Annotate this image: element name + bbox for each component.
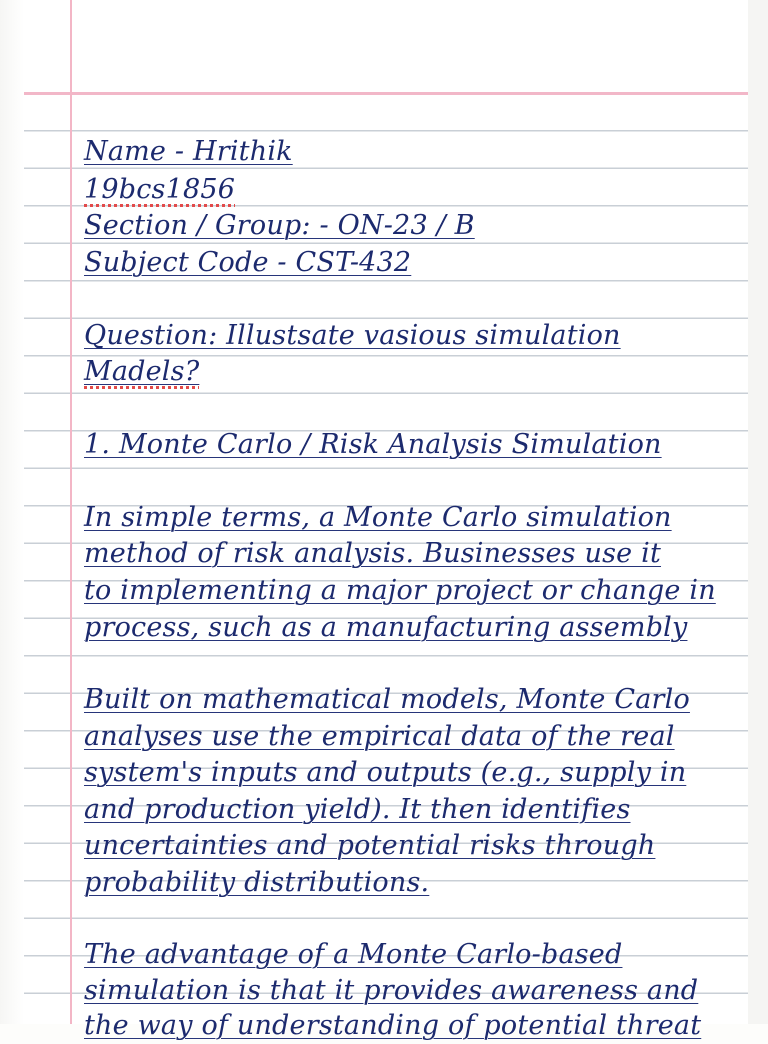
paragraph-2-line-5	[84, 828, 655, 864]
page-right-edge	[748, 0, 768, 1024]
question-line-2	[84, 354, 199, 390]
section-heading-text: 1. Monte Carlo / Risk Analysis Simulation	[84, 429, 662, 460]
paragraph-text: the way of understanding of potential threat	[84, 1010, 702, 1041]
subject-code-text: Subject Code - CST-432	[84, 247, 412, 278]
paragraph-3-line-2	[84, 973, 698, 1009]
subject-code-line	[84, 245, 411, 281]
paragraph-2-line-4	[84, 792, 631, 828]
paragraph-text: probability distributions.	[84, 867, 430, 898]
section-group-line	[84, 208, 475, 244]
paragraph-text: system's inputs and outputs (e.g., supply in	[84, 757, 687, 788]
section-group-text: Section / Group: - ON-23 / B	[84, 210, 475, 241]
paragraph-text: Built on mathematical models, Monte Carlo	[84, 684, 690, 715]
name-line	[84, 134, 293, 170]
paragraph-text: method of risk analysis. Businesses use it	[84, 538, 662, 569]
paragraph-text: The advantage of a Monte Carlo-based	[84, 939, 623, 970]
paragraph-3-line-1	[84, 937, 622, 973]
paragraph-2-line-1	[84, 682, 690, 718]
question-line-1	[84, 318, 621, 354]
section-heading	[84, 427, 662, 463]
paragraph-text: to implementing a major project or change in	[84, 575, 716, 606]
top-rule	[24, 92, 748, 95]
paragraph-text: In simple terms, a Monte Carlo simulation	[84, 502, 672, 533]
question-text-2: Madels?	[84, 356, 200, 387]
page-top-blank	[0, 0, 768, 94]
paragraph-text: analyses use the empirical data of the real	[84, 721, 675, 752]
paragraph-3-line-3	[84, 1008, 701, 1044]
paragraph-2-line-6	[84, 865, 429, 901]
roll-number-line	[84, 172, 235, 208]
paragraph-2-line-3	[84, 755, 686, 791]
margin-line	[70, 0, 72, 1024]
paragraph-1-line-1	[84, 500, 672, 536]
page-left-edge	[0, 0, 24, 1024]
paragraph-1-line-3	[84, 573, 716, 609]
paragraph-text: process, such as a manufacturing assembly	[84, 612, 688, 643]
roll-number-text: 19bcs1856	[84, 174, 236, 205]
name-line-text: Name - Hrithik	[84, 136, 293, 167]
paragraph-2-line-2	[84, 719, 675, 755]
paragraph-text: uncertainties and potential risks through	[84, 830, 656, 861]
paragraph-1-line-2	[84, 536, 661, 572]
paragraph-text: simulation is that it provides awareness and	[84, 975, 699, 1006]
paragraph-text: and production yield). It then identifies	[84, 794, 631, 825]
paragraph-1-line-4	[84, 610, 687, 646]
question-text-1: Question: Illustsate vasious simulation	[84, 320, 621, 351]
